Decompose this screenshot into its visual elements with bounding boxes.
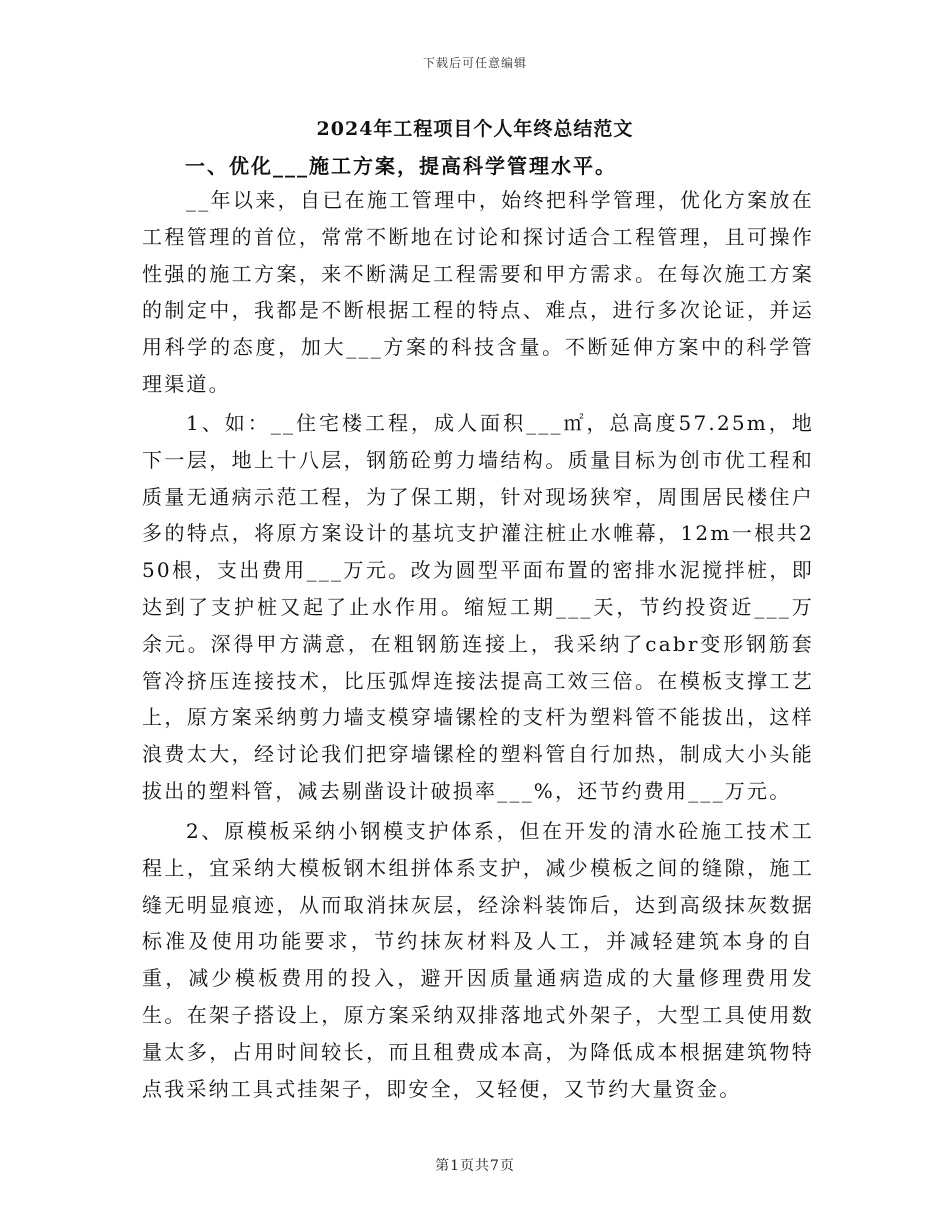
paragraph-intro: __年以来，自已在施工管理中，始终把科学管理，优化方案放在工程管理的首位，常常不断地在讨论和探讨适合工程管理，且可操作性强的施工方案，来不断满足工程需要和甲方需求。在每次施工方案的制定中，我都是不断根据工程的特点、难点，进行多次论证，并运用科学的态度，加大___方案的科技含量。不断延伸方案中的科学管理渠道。	[142, 188, 814, 396]
section-heading: 一、优化___施工方案，提高科学管理水平。	[185, 154, 617, 178]
document-title: 2024年工程项目个人年终总结范文	[316, 118, 634, 140]
page-number-footer: 第1页共7页	[435, 1158, 515, 1174]
body-paragraph-block-3	[142, 813, 814, 1107]
body-paragraph-block-1	[142, 182, 814, 403]
paragraph-item-1: 1、如：__住宅楼工程，成人面积___㎡，总高度57.25m，地下一层，地上十八层，钢筋砼剪力墙结构。质量目标为创市优工程和质量无通病示范工程，为了保工期，针对现场狭窄，周围居民楼住户多的特点，将原方案设计的基坑支护灌注桩止水帷幕，12m一根共250根，支出费用___万元。改为圆型平面布置的密排水泥搅拌桩，即达到了支护桩又起了止水作用。缩短工期___天，节约投资近___万余元。深得甲方满意，在粗钢筋连接上，我采纳了cabr变形钢筋套管冷挤压连接技术，比压弧焊连接法提高工效三倍。在模板支撑工艺上，原方案采纳剪力墙支模穿墙镙栓的支杆为塑料管不能拔出，这样浪费太大，经讨论我们把穿墙镙栓的塑料管自行加热，制成大小头能拔出的塑料管，减去剔凿设计破损率___%，还节约费用___万元。	[142, 411, 814, 803]
header-note: 下载后可任意编辑	[422, 56, 527, 70]
paragraph-item-2: 2、原模板采纳小钢模支护体系，但在开发的清水砼施工技术工程上，宜采纳大模板钢木组拼体系支护，减少模板之间的缝隙，施工缝无明显痕迹，从而取消抹灰层，经涂料装饰后，达到高级抹灰数据标准及使用功能要求，节约抹灰材料及人工，并减轻建筑本身的自重，减少模板费用的投入，避开因质量通病造成的大量修理费用发生。在架子搭设上，原方案采纳双排落地式外架子，大型工具使用数量太多，占用时间较长，而且租费成本高，为降低成本根据建筑物特点我采纳工具式挂架子，即安全，又轻便，又节约大量资金。	[142, 819, 814, 1101]
body-paragraph-block-2	[142, 405, 814, 810]
